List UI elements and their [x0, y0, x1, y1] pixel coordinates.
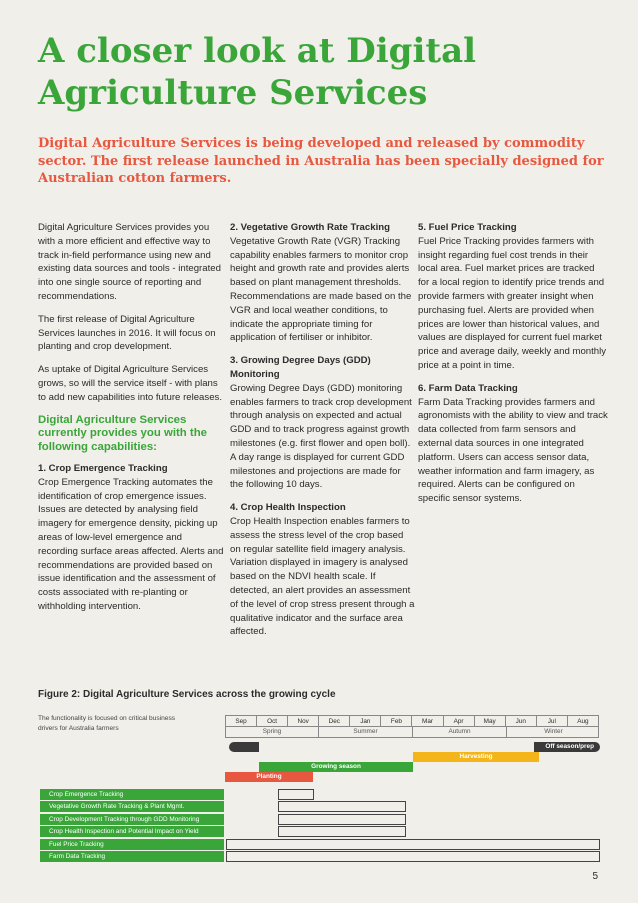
month-cell: Feb [381, 716, 412, 726]
section-heading: 3. Growing Degree Days (GDD) Monitoring [230, 355, 371, 380]
figure-note: The functionality is focused on critical business drivers for Australia farmers [38, 715, 176, 732]
section-body: Crop Health Inspection enables farmers to assess the stress level of the crop based on regular satellite field imagery analysis. Variation displayed in imagery is analysed based on the NDVI health scale. If detected, an alert provides an assessment of the level of crop stress present through a qualitative indicator and the surface area affected. [230, 515, 415, 638]
month-cell: Jun [506, 716, 537, 726]
off-season-start-bar [229, 742, 259, 752]
intro-paragraph: Digital Agriculture Services provides you with a more efficient and effective way to track in-field performance using new and existing data sources and tools - integrated into one single source of reporting and recommendations. [38, 222, 221, 302]
section-body: Vegetative Growth Rate (VGR) Tracking capability enables farmers to monitor crop height and growth rate and provides alerts based on plant management thresholds. Recommendations are made based on the VGR and local weather conditions, to indicate the appropriate timing for application of fertiliser or inhibitor. [230, 235, 412, 344]
capability-label: Crop Emergence Tracking [40, 789, 224, 800]
section-body: Farm Data Tracking provides farmers and agronomists with the ability to view and track data collected from farm sensors and external data sources in one integrated platform. Users can access sensor data, weather information and farm imagery, as required. Alerts can be configured on specific sensor systems. [418, 396, 608, 505]
uptake-paragraph: As uptake of Digital Agriculture Services grows, so will the service itself - with plans to add new capabilities into future releases. [38, 364, 222, 403]
month-cell: Mar [412, 716, 443, 726]
capability-row [40, 814, 600, 826]
capability-label: Farm Data Tracking [40, 851, 224, 862]
release-paragraph: The first release of Digital Agriculture Services launches in 2016. It will focus on planting and crop development. [38, 313, 216, 353]
section-heading: 5. Fuel Price Tracking [418, 222, 517, 233]
page-subtitle: Digital Agriculture Services is being developed and released by commodity sector. The first release launched in Australia has been specially designed for Australian cotton farmers. [38, 136, 604, 186]
section-vgr [230, 221, 416, 345]
month-cell: May [475, 716, 506, 726]
column-2 [230, 221, 416, 648]
section-body: Fuel Price Tracking provides farmers with insight regarding fuel cost trends in their local area. Fuel market prices are tracked for a local region to identify price trends and provide farmers with greater insight when purchasing fuel. Alerts are provided when prices are lower than historical values, and values are displayed for current fuel market price and average daily, weekly and monthly price at a point in time. [418, 235, 607, 371]
capabilities-heading: Digital Agriculture Services currently provides you with the following capabilities: [38, 413, 207, 453]
month-cell: Sep [226, 716, 257, 726]
capability-label: Crop Health Inspection and Potential Impact on Yield [40, 826, 224, 837]
month-cell: Jul [537, 716, 568, 726]
capability-row [40, 789, 600, 801]
section-body: Crop Emergence Tracking automates the identification of crop emergence issues. Issues are detected by analysing field imagery for emergence density, picking up areas of low-level emergence and recording surface areas affected. Alerts and recommendations are provided based on issue identification and the assessment of costs associated with re-planting or withholding intervention. [38, 476, 224, 613]
capability-span [226, 839, 600, 850]
capability-label: Fuel Price Tracking [40, 839, 224, 850]
section-heading: 1. Crop Emergence Tracking [38, 463, 168, 475]
capability-span [278, 801, 406, 812]
month-cell: Jan [350, 716, 381, 726]
section-crop-emergence [38, 462, 224, 614]
section-fuel-price [418, 221, 608, 373]
season-header [225, 727, 599, 738]
capability-row [40, 801, 600, 813]
capability-row [40, 839, 600, 851]
capability-row [40, 851, 600, 863]
growing-season-bar: Growing season [259, 762, 413, 772]
month-cell: Dec [319, 716, 350, 726]
planting-bar: Planting [225, 772, 313, 782]
capability-span [278, 826, 406, 837]
section-heading: 2. Vegetative Growth Rate Tracking [230, 222, 390, 233]
section-farm-data [418, 382, 608, 506]
section-gdd [230, 354, 416, 492]
page-title: A closer look at Digital Agriculture Services [38, 31, 477, 113]
section-body: Growing Degree Days (GDD) monitoring enables farmers to track crop development through analysis on expected and actual GDD and to track progress against growth milestones (e.g. first flower and open boll). A day range is displayed for current GDD milestones and projections are made for the following 10 days. [230, 382, 412, 491]
capability-row [40, 826, 600, 838]
harvesting-bar: Harvesting [413, 752, 539, 762]
season-autumn: Autumn [413, 727, 507, 737]
capability-span [278, 789, 314, 800]
capability-rows [40, 789, 600, 863]
section-heading: 4. Crop Health Inspection [230, 502, 346, 514]
month-header [225, 715, 599, 727]
figure-title: Figure 2: Digital Agriculture Services across the growing cycle [38, 689, 336, 700]
capability-span [226, 851, 600, 862]
page-number: 5 [592, 871, 598, 882]
capability-label: Vegetative Growth Rate Tracking & Plant Mgmt. [40, 801, 224, 812]
season-spring: Spring [226, 727, 319, 737]
column-1 [38, 221, 224, 623]
season-winter: Winter [544, 728, 563, 735]
month-cell: Oct [257, 716, 288, 726]
section-crop-health [230, 501, 416, 639]
section-heading: 6. Farm Data Tracking [418, 382, 518, 394]
month-cell: Apr [444, 716, 475, 726]
month-cell: Aug [577, 718, 589, 725]
capability-label: Crop Development Tracking through GDD Monitoring [40, 814, 224, 825]
season-summer: Summer [319, 727, 413, 737]
month-cell: Nov [288, 716, 319, 726]
capability-span [278, 814, 406, 825]
column-3 [418, 221, 608, 515]
off-season-bar: Off season/prep [534, 742, 600, 752]
